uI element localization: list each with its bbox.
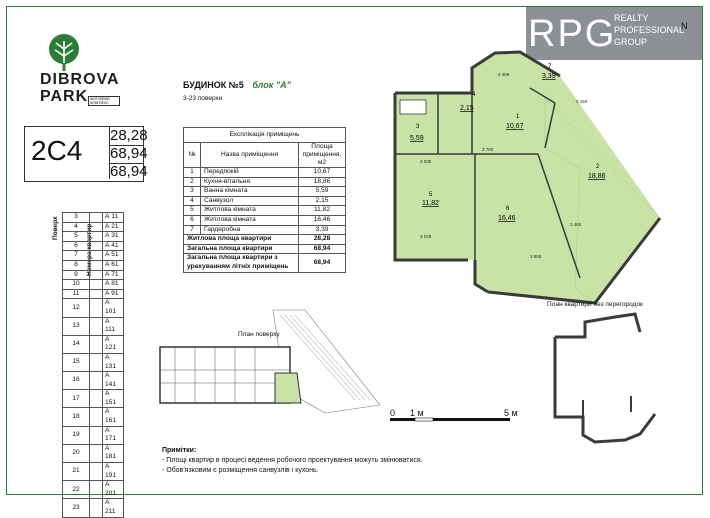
apartment-number: А 161 (103, 408, 124, 426)
apartment-number: А 181 (103, 444, 124, 462)
building-title (183, 80, 291, 90)
row-area: 16,46 (299, 215, 346, 225)
floor-number: 10 (63, 280, 90, 290)
apartment-number: А 11 (103, 213, 124, 223)
room-5-area: 11,82 (422, 200, 439, 207)
row-area: 5,59 (299, 187, 346, 197)
total-name: Житлова площа квартири (184, 235, 299, 245)
apartment-code-box (24, 126, 148, 182)
floor-number: 8 (63, 260, 90, 270)
floor-row (63, 390, 124, 408)
floor-number: 11 (63, 289, 90, 299)
row-num: 1 (184, 168, 201, 178)
apartment-number: А 41 (103, 241, 124, 251)
dim-label: 3 955 (530, 254, 542, 259)
explication-table (183, 127, 346, 273)
compass-north: N (681, 21, 688, 31)
apartment-number: А 111 (103, 317, 124, 335)
room-1-id: 1 (516, 114, 520, 120)
floor-row (63, 317, 124, 335)
room-3-area: 5,59 (410, 135, 424, 142)
floor-row (63, 481, 124, 499)
apartment-number: А 71 (103, 270, 124, 280)
floor-row (63, 222, 124, 232)
dim-label: 2 150 (576, 99, 588, 104)
apartment-number: А 171 (103, 426, 124, 444)
row-name: Кухня-вітальня (201, 177, 299, 187)
row-name: Передпокій (201, 168, 299, 178)
dim-label: 3 465 (570, 222, 582, 227)
row-area: 10,67 (299, 168, 346, 178)
row-num: 7 (184, 225, 201, 235)
dim-label: 3 700 (482, 147, 494, 152)
floor-row (63, 260, 124, 270)
total-area: 68,94 (299, 244, 346, 254)
row-num: 5 (184, 206, 201, 216)
floor-row (63, 289, 124, 299)
bathtub-icon (400, 100, 426, 114)
apartment-number: А 61 (103, 260, 124, 270)
apartment-number: А 101 (103, 299, 124, 317)
floor-table (62, 212, 124, 518)
summer-area-value: 68,94 (110, 163, 148, 180)
scale-one: 1 м (410, 408, 424, 418)
apartment-number: А 121 (103, 335, 124, 353)
apartment-number: А 51 (103, 251, 124, 261)
room-3-id: 3 (416, 124, 420, 130)
total-name: Загальна площа квартири з урахуванням літніх приміщень (184, 254, 299, 272)
floor-number: 17 (63, 390, 90, 408)
floor-number: 12 (63, 299, 90, 317)
note-2: - Обов'язковим є розміщення санвузлів і кухонь. (162, 467, 319, 474)
rpg-line1: REALTY (614, 13, 649, 23)
floor-row (63, 270, 124, 280)
number-label: Номера квартир (86, 223, 93, 276)
floor-row (63, 408, 124, 426)
apartment-code: 2С4 (31, 135, 83, 166)
floor-row (63, 444, 124, 462)
logo-word-2: PARK (40, 88, 89, 105)
row-name: Ванна кімната (201, 187, 299, 197)
room-4-id: 4 (472, 92, 476, 98)
floor-number: 14 (63, 335, 90, 353)
scale-zero: 0 (390, 408, 396, 418)
apartment-number: А 81 (103, 280, 124, 290)
floor-plan-mini (155, 305, 380, 415)
col-area: Площа приміщення, м2 (299, 143, 346, 168)
apartment-number: А 131 (103, 353, 124, 371)
floor-number: 20 (63, 444, 90, 462)
floor-row (63, 232, 124, 242)
no-partitions-plan (545, 312, 665, 447)
room-6-id: 6 (506, 206, 510, 212)
apartment-number: А 91 (103, 289, 124, 299)
room-6-area: 16,46 (498, 215, 516, 222)
floor-row (63, 299, 124, 317)
dim-label: 2 030 (420, 159, 432, 164)
notes-title: Примітки: (162, 447, 197, 454)
room-2-area: 18,86 (588, 173, 606, 180)
explication-row (184, 168, 346, 178)
no-partitions-title: План квартири без перегородок (547, 301, 643, 308)
floor-label: Поверх (52, 216, 59, 240)
rpg-line2: PROFESSIONAL (614, 25, 685, 35)
apartment-number: А 191 (103, 463, 124, 481)
floor-row (63, 213, 124, 223)
floor-row (63, 241, 124, 251)
living-area-value: 28,28 (110, 127, 148, 144)
total-area: 28,28 (299, 235, 346, 245)
floor-row (63, 335, 124, 353)
apartment-number: А 151 (103, 390, 124, 408)
floor-number: 3 (63, 213, 90, 223)
floor-row (63, 499, 124, 517)
room-4-area: 2,15 (460, 105, 474, 112)
tree-icon (46, 33, 82, 73)
block-label: блок "А" (252, 80, 291, 90)
rpg-letters: RPG (528, 13, 617, 55)
dim-label: 3 028 (420, 234, 432, 239)
floor-number: 9 (63, 270, 90, 280)
explication-row (184, 196, 346, 206)
row-area: 18,86 (299, 177, 346, 187)
row-area: 11,82 (299, 206, 346, 216)
explication-row (184, 215, 346, 225)
floor-plan-title: План поверху (238, 331, 280, 338)
col-name: Назва приміщення (201, 143, 299, 168)
explication-total-row (184, 235, 346, 245)
apartment-number: А 21 (103, 222, 124, 232)
row-num: 3 (184, 187, 201, 197)
floor-number: 5 (63, 232, 90, 242)
explication-row (184, 187, 346, 197)
apartment-number: А 211 (103, 499, 124, 517)
row-name: Житлова кімната (201, 206, 299, 216)
logo-tag: ЖИТЛОВИЙ КОМПЛЕКС (88, 96, 120, 106)
room-7-id: 7 (548, 64, 552, 70)
floor-number: 7 (63, 251, 90, 261)
floor-number: 13 (63, 317, 90, 335)
floor-number: 16 (63, 372, 90, 390)
plan-floor-fill (395, 52, 660, 303)
total-area: 68,94 (299, 254, 346, 272)
floor-row (63, 251, 124, 261)
note-1: - Площі квартир в процесі ведення робочого проектування можуть змінюватися. (162, 457, 423, 464)
explication-row (184, 177, 346, 187)
apartment-number: А 201 (103, 481, 124, 499)
building-number: БУДИНОК №5 (183, 80, 244, 90)
explication-title: Експлікація приміщень (184, 128, 346, 143)
apartment-number: А 31 (103, 232, 124, 242)
scale-five: 5 м (504, 408, 518, 418)
explication-row (184, 225, 346, 235)
row-num: 6 (184, 215, 201, 225)
row-area: 3,39 (299, 225, 346, 235)
room-1-area: 10,67 (506, 123, 524, 130)
dim-label: 4 409 (498, 72, 510, 77)
notes (162, 446, 423, 476)
total-area-value: 68,94 (110, 145, 148, 162)
logo-word-1: DIBROVA (40, 71, 120, 88)
floor-row (63, 372, 124, 390)
floor-number: 19 (63, 426, 90, 444)
floor-number: 18 (63, 408, 90, 426)
floors-range: 3-23 поверхи (183, 95, 223, 102)
row-num: 2 (184, 177, 201, 187)
row-name: Гардеробна (201, 225, 299, 235)
floor-row (63, 353, 124, 371)
floor-number: 6 (63, 241, 90, 251)
floor-number: 21 (63, 463, 90, 481)
floor-number: 15 (63, 353, 90, 371)
explication-total-row (184, 254, 346, 272)
logo (40, 33, 120, 103)
apartment-number: А 141 (103, 372, 124, 390)
row-name: Житлова кімната (201, 215, 299, 225)
row-area: 2,15 (299, 196, 346, 206)
row-name: Санвузол (201, 196, 299, 206)
room-2-id: 2 (596, 164, 600, 170)
explication-total-row (184, 244, 346, 254)
floor-number: 22 (63, 481, 90, 499)
floor-row (63, 426, 124, 444)
apartment-plan (380, 48, 680, 310)
floor-number: 23 (63, 499, 90, 517)
floor-row (63, 280, 124, 290)
total-name: Загальна площа квартири (184, 244, 299, 254)
floor-row (63, 463, 124, 481)
room-5-id: 5 (429, 192, 433, 198)
floor-number: 4 (63, 222, 90, 232)
rpg-line3: GROUP (614, 37, 648, 47)
row-num: 4 (184, 196, 201, 206)
explication-row (184, 206, 346, 216)
room-7-area: 3,39 (542, 73, 556, 80)
col-num: № (184, 143, 201, 168)
